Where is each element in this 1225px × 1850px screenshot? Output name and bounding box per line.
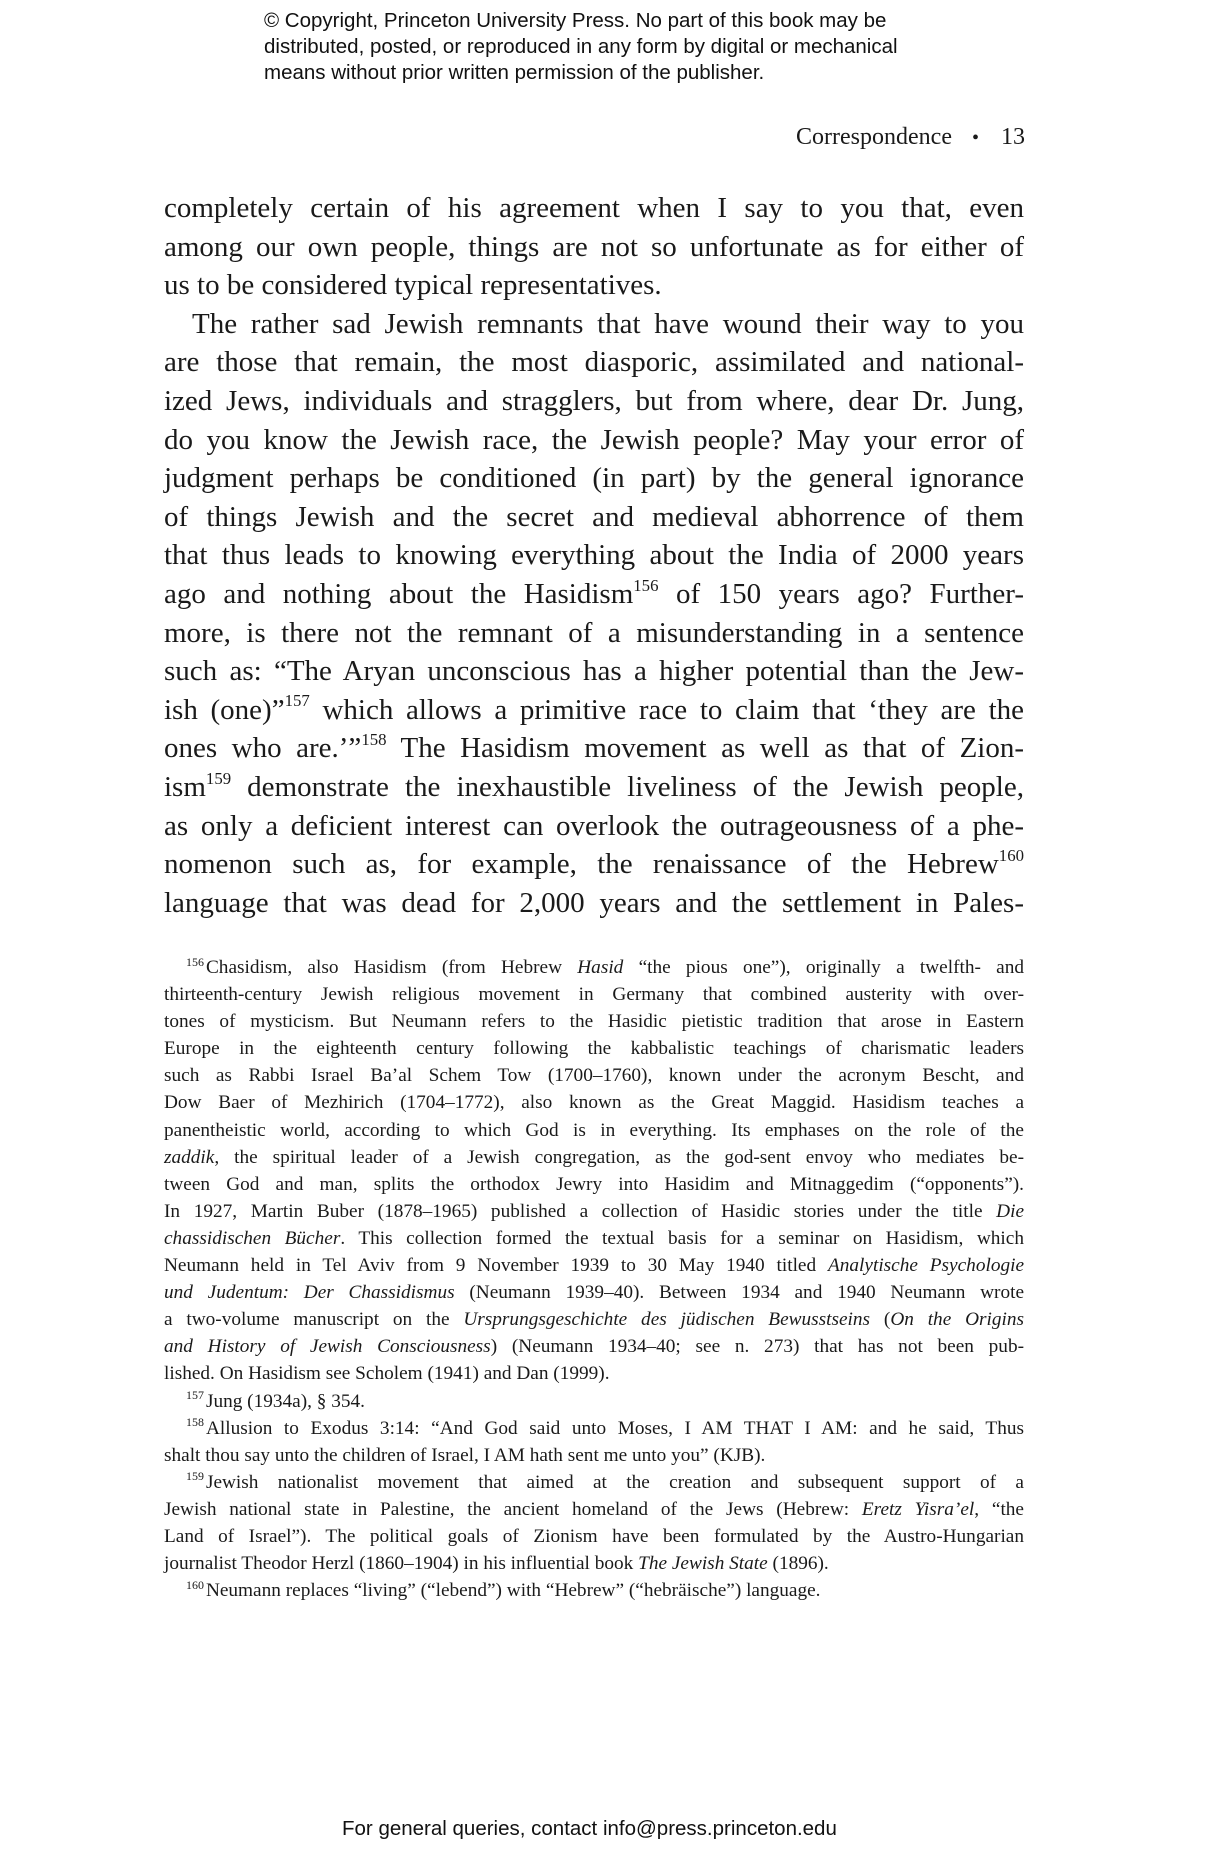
page-number: 13 — [1001, 124, 1025, 150]
copyright-line: © Copyright, Princeton University Press. No part of this book may be — [264, 9, 887, 32]
body-line: language that was dead for 2,000 years and the settlement in Pales- — [164, 886, 1024, 919]
footnote-ref[interactable]: 158 — [361, 729, 387, 749]
text-run: (Neumann 1939–40). Between 1934 and 1940 Neumann wrote — [454, 1282, 1025, 1304]
italic-run: The Jewish State — [638, 1553, 768, 1575]
text-run: . This collection formed the textual basis for a seminar on Hasidism, which — [340, 1227, 1024, 1249]
body-line: as only a deficient interest can overlook the outrageousness of a phe- — [164, 809, 1024, 842]
text-run: ) (Neumann 1934–40; see n. 273) that has not been pub- — [490, 1336, 1025, 1358]
text-run: “the pious one”), originally a twelfth- and — [623, 957, 1024, 978]
body-line: completely certain of his agreement when I say to you that, even — [164, 192, 1024, 224]
footnote-line — [164, 1550, 1024, 1577]
text-run: , “the — [974, 1498, 1024, 1520]
footnote-line: thirteenth-century Jewish religious movement in Germany that combined austerity with over- — [164, 984, 1024, 1006]
body-line — [164, 691, 1024, 730]
copyright-notice — [264, 8, 1024, 86]
body-text — [164, 189, 1024, 922]
body-line — [164, 845, 1024, 884]
footnote-line — [164, 1469, 1024, 1496]
footnote-line: such as Rabbi Israel Ba’al Schem Tow (1700–1760), known under the acronym Bescht, and — [164, 1065, 1024, 1087]
text-run: which allows a primitive race to claim that ‘they are the — [309, 693, 1025, 726]
footnote-line — [164, 1225, 1024, 1252]
footnote-line: Land of Israel”). The political goals of Zionism have been formulated by the Austro-Hungarian — [164, 1525, 1024, 1547]
footnote-line: panentheistic world, according to which God is in everything. Its emphases on the role of the — [164, 1119, 1024, 1141]
footnote-ref[interactable]: 156 — [633, 575, 659, 595]
paragraph — [164, 189, 1024, 305]
text-run: Jewish nationalist movement that aimed at the creation and subsequent support of a — [205, 1471, 1024, 1493]
footnote-number: 160 — [186, 1577, 204, 1592]
text-run: nomenon such as, for example, the renaissance of the Hebrew — [164, 848, 999, 881]
footnote-156 — [164, 954, 1024, 1388]
footnote-line — [164, 954, 1024, 981]
footnote-line: Europe in the eighteenth century following the kabbalistic teachings of charismatic leaders — [164, 1038, 1024, 1060]
text-run: a two-volume manuscript on the — [164, 1309, 464, 1331]
body-line — [164, 729, 1024, 768]
footnote-line: tones of mysticism. But Neumann refers to the Hasidic pietistic tradition that arose in Eastern — [164, 1011, 1024, 1033]
text-run: The Hasidism movement as well as that of Zion- — [386, 732, 1024, 765]
body-line — [164, 575, 1024, 614]
body-line: ized Jews, individuals and stragglers, but from where, dear Dr. Jung, — [164, 384, 1024, 417]
footnote-line: shalt thou say unto the children of Israel, I AM hath sent me unto you” (KJB). — [164, 1444, 766, 1466]
footnote-line — [164, 1577, 1024, 1604]
footnote-line: lished. On Hasidism see Scholem (1941) and Dan (1999). — [164, 1363, 610, 1385]
text-run: , the spiritual leader of a Jewish congregation, as the god-sent envoy who mediates be- — [214, 1146, 1024, 1168]
text-run: of 150 years ago? Further- — [658, 577, 1024, 610]
footnote-line — [164, 1496, 1024, 1523]
text-run: Neumann held in Tel Aviv from 9 November 1939 to 30 May 1940 titled — [164, 1255, 828, 1277]
text-run: ones who are.’” — [164, 732, 362, 765]
footnote-line: tween God and man, splits the orthodox Jewry into Hasidim and Mitnaggedim (“opponents”). — [164, 1173, 1024, 1195]
paragraph — [164, 305, 1024, 923]
body-line: that thus leads to knowing everything about the India of 2000 years — [164, 539, 1024, 572]
footnote-line — [164, 1198, 1024, 1225]
footnote-158 — [164, 1415, 1024, 1469]
text-run: demonstrate the inexhaustible liveliness of the Jewish people, — [231, 770, 1024, 803]
italic-run: Die — [996, 1200, 1024, 1222]
italic-run: Hasid — [577, 957, 624, 978]
footnote-line — [164, 1306, 1024, 1333]
text-run: Neumann replaces “living” (“lebend”) with “Hebrew” (“hebräische”) language. — [205, 1580, 821, 1602]
footnote-ref[interactable]: 157 — [284, 691, 310, 711]
body-line: of things Jewish and the secret and medieval abhorrence of them — [164, 500, 1024, 533]
text-run: Chasidism, also Hasidism (from Hebrew — [205, 957, 578, 978]
footnote-line — [164, 1415, 1024, 1442]
italic-run: Ursprungsgeschichte des jüdischen Bewusstseins — [463, 1309, 871, 1331]
text-run: In 1927, Martin Buber (1878–1965) published a collection of Hasidic stories under the title — [164, 1200, 997, 1222]
footer-contact: For general queries, contact info@press.princeton.edu — [342, 1817, 837, 1840]
body-line: are those that remain, the most diasporic, assimilated and national- — [164, 346, 1024, 379]
text-run: Jewish national state in Palestine, the ancient homeland of the Jews (Hebrew: — [164, 1498, 862, 1520]
text-run: ish (one)” — [164, 693, 285, 726]
footnote-ref[interactable]: 160 — [998, 845, 1024, 865]
footnote-line — [164, 1279, 1024, 1306]
text-run: Jung (1934a), § 354. — [205, 1390, 365, 1412]
footnote-line: Dow Baer of Mezhirich (1704–1772), also known as the Great Maggid. Hasidism teaches a — [164, 1092, 1024, 1114]
text-run: (1896). — [767, 1553, 829, 1575]
footnote-line — [164, 1388, 1024, 1415]
body-line: among our own people, things are not so unfortunate as for either of — [164, 230, 1024, 263]
footnote-line — [164, 1333, 1024, 1360]
italic-run: Analytische Psychologie — [827, 1255, 1025, 1277]
italic-run: und Judentum: Der Chassidismus — [164, 1282, 455, 1304]
footnote-ref[interactable]: 159 — [205, 768, 232, 788]
running-head — [700, 122, 1025, 153]
text-run: journalist Theodor Herzl (1860–1904) in his influential book — [164, 1553, 639, 1575]
italic-run: chassidischen Bücher — [164, 1227, 341, 1249]
body-line — [164, 768, 1024, 807]
italic-run: Eretz Yisra’el — [861, 1498, 975, 1520]
italic-run: and History of Jewish Consciousness — [164, 1336, 491, 1358]
footnote-line — [164, 1252, 1024, 1279]
footnote-number: 158 — [186, 1415, 204, 1430]
text-run: ( — [870, 1309, 891, 1331]
text-run: Allusion to Exodus 3:14: “And God said unto Moses, I AM THAT I AM: and he said, Thus — [205, 1417, 1024, 1439]
body-line: us to be considered typical representatives. — [164, 269, 662, 302]
copyright-line: distributed, posted, or reproduced in any form by digital or mechanical — [264, 35, 898, 58]
footnote-number: 157 — [186, 1388, 204, 1403]
body-line: do you know the Jewish race, the Jewish people? May your error of — [164, 423, 1024, 456]
footnote-number: 159 — [186, 1469, 204, 1484]
text-run: ago and nothing about the Hasidism — [164, 577, 634, 610]
footnote-157 — [164, 1388, 1024, 1415]
body-line: judgment perhaps be conditioned (in part) by the general ignorance — [164, 462, 1024, 495]
body-line: more, is there not the remnant of a misunderstanding in a sentence — [164, 616, 1024, 649]
body-line: The rather sad Jewish remnants that have wound their way to you — [192, 307, 1024, 340]
text-run: ism — [164, 770, 206, 803]
footnote-line — [164, 1144, 1024, 1171]
body-line: such as: “The Aryan unconscious has a higher potential than the Jew- — [164, 655, 1024, 688]
footnotes — [164, 954, 1024, 1604]
copyright-line: means without prior written permission of the publisher. — [264, 61, 765, 84]
running-head-section: Correspondence — [796, 124, 952, 150]
footnote-159 — [164, 1469, 1024, 1577]
italic-run: On the Origins — [890, 1309, 1024, 1331]
footnote-number: 156 — [186, 954, 204, 969]
footnote-160 — [164, 1577, 1024, 1604]
italic-run: zaddik — [164, 1146, 215, 1168]
running-head-bullet: • — [971, 127, 979, 149]
